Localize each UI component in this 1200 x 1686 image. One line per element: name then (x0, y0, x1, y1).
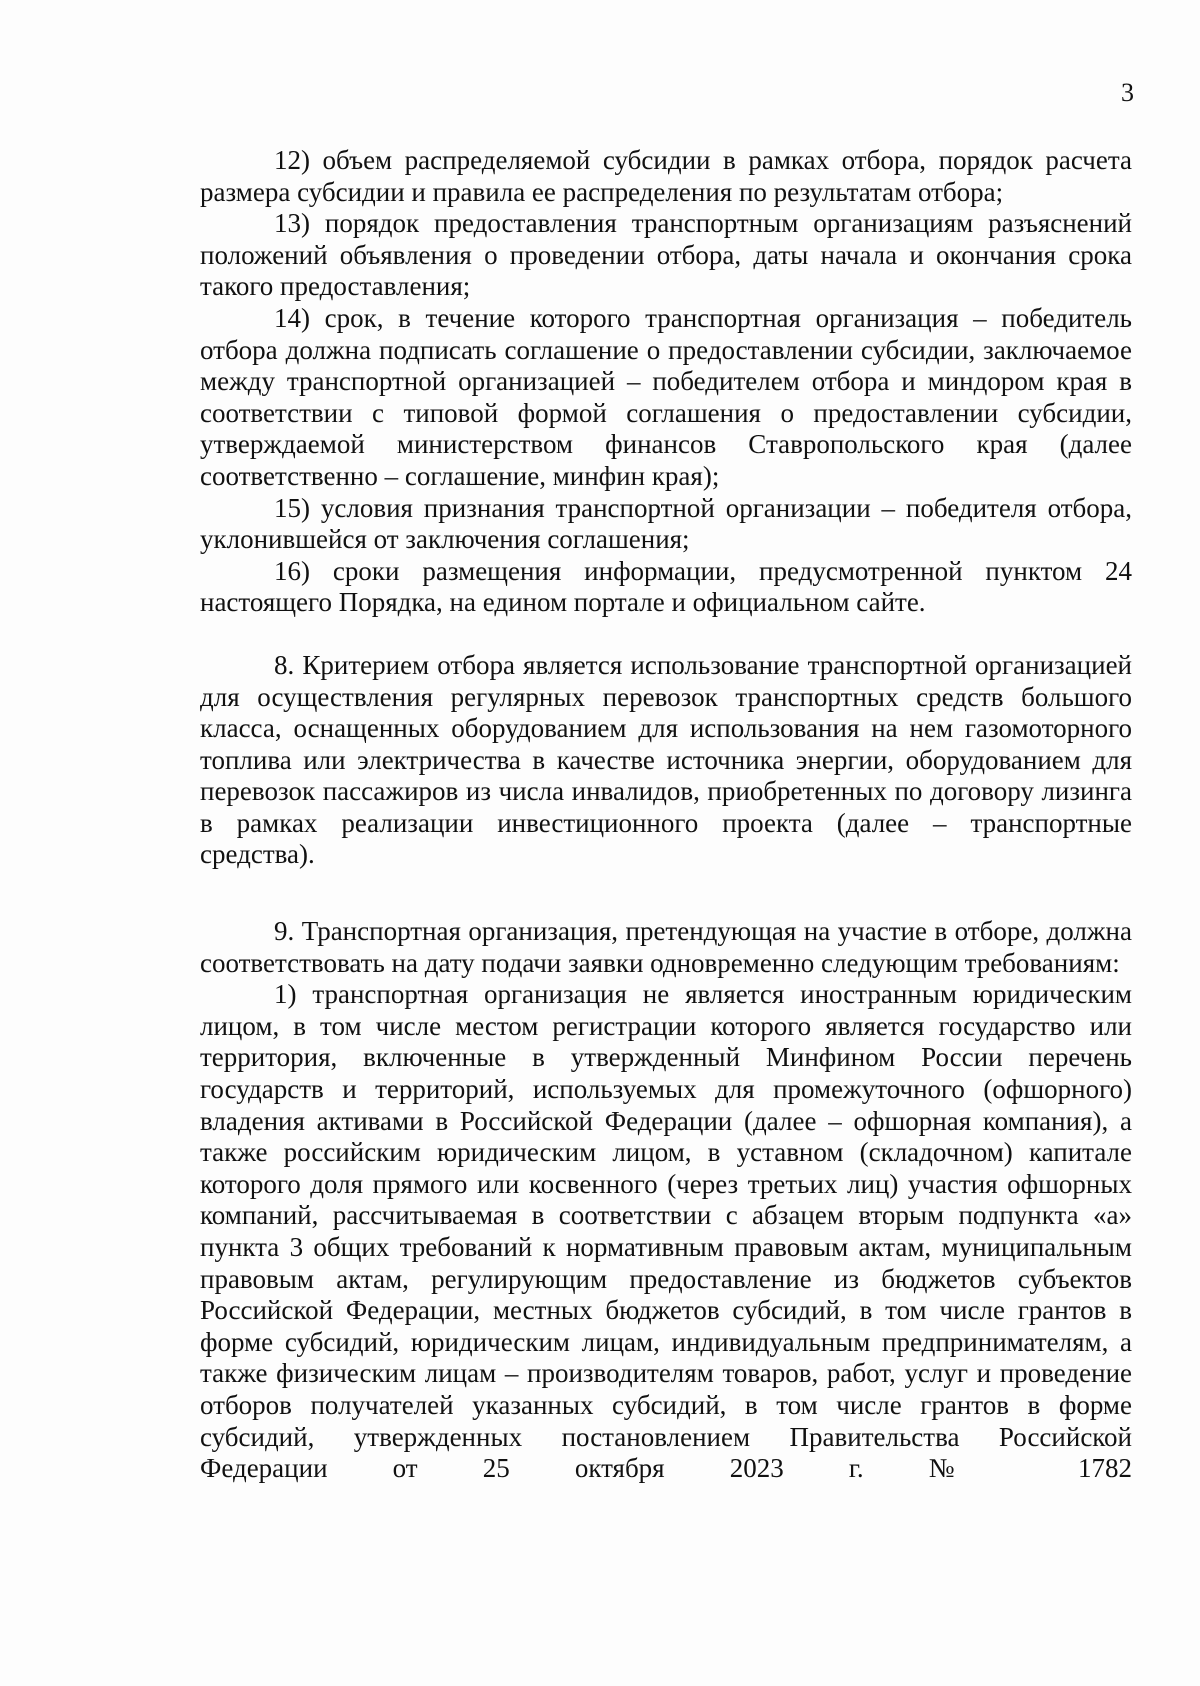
paragraph-clause-8: 8. Критерием отбора является использование транспортной организацией для осуществления регулярных перевозок транспортных средств большого класса, оснащенных оборудованием для использования на нем газомоторного топлива или электричества в качестве источника энергии, оборудованием для перевозок пассажиров из числа инвалидов, приобретенных по договору лизинга в рамках реализации инвестиционного проекта (далее – транспортные средства). (200, 649, 1132, 870)
paragraph-clause-9: 9. Транспортная организация, претендующая на участие в отборе, должна соответствовать на дату подачи заявки одновременно следующим требованиям: (200, 916, 1132, 978)
document-body (200, 145, 1132, 1485)
paragraph-requirement-1: 1) транспортная организация не является иностранным юридическим лицом, в том числе местом регистрации которого является государство или территория, включенные в утвержденный Минфином России перечень государств и территорий, используемых для промежуточного (офшорного) владения активами в Российской Федерации (далее – офшорная компания), а также российским юридическим лицом, в уставном (складочном) капитале которого доля прямого или косвенного (через третьих лиц) участия офшорных компаний, рассчитываемая в соответствии с абзацем вторым подпункта «а» пункта 3 общих требований к нормативным правовым актам, муниципальным правовым актам, регулирующим предоставление из бюджетов субъектов Российской Федерации, местных бюджетов субсидий, в том числе грантов в форме субсидий, юридическим лицам, индивидуальным предпринимателям, а также физическим лицам – производителям товаров, работ, услуг и проведение отборов получателей указанных субсидий, в том числе грантов в форме субсидий, утвержденных постановлением Правительства Российской Федерации от 25 октября 2023 г. № 1782 (200, 979, 1132, 1484)
paragraph-item-16: 16) сроки размещения информации, предусмотренной пунктом 24 настоящего Порядка, на едином портале и официальном сайте. (200, 555, 1132, 618)
page-number: 3 (1121, 78, 1134, 107)
paragraph-item-13: 13) порядок предоставления транспортным организациям разъяснений положений объявления о проведении отбора, даты начала и окончания срока такого предоставления; (200, 208, 1132, 302)
paragraph-item-14: 14) срок, в течение которого транспортная организация – победитель отбора должна подписать соглашение о предоставлении субсидии, заключаемое между транспортной организацией – победителем отбора и миндором края в соответствии с типовой формой соглашения о предоставлении субсидии, утверждаемой министерством финансов Ставропольского края (далее соответственно – соглашение, минфин края); (200, 302, 1132, 491)
paragraph-item-12: 12) объем распределяемой субсидии в рамках отбора, порядок расчета размера субсидии и правила ее распределения по результатам отбора; (200, 145, 1132, 207)
paragraph-item-15: 15) условия признания транспортной организации – победителя отбора, уклонившейся от заключения соглашения; (200, 492, 1132, 555)
